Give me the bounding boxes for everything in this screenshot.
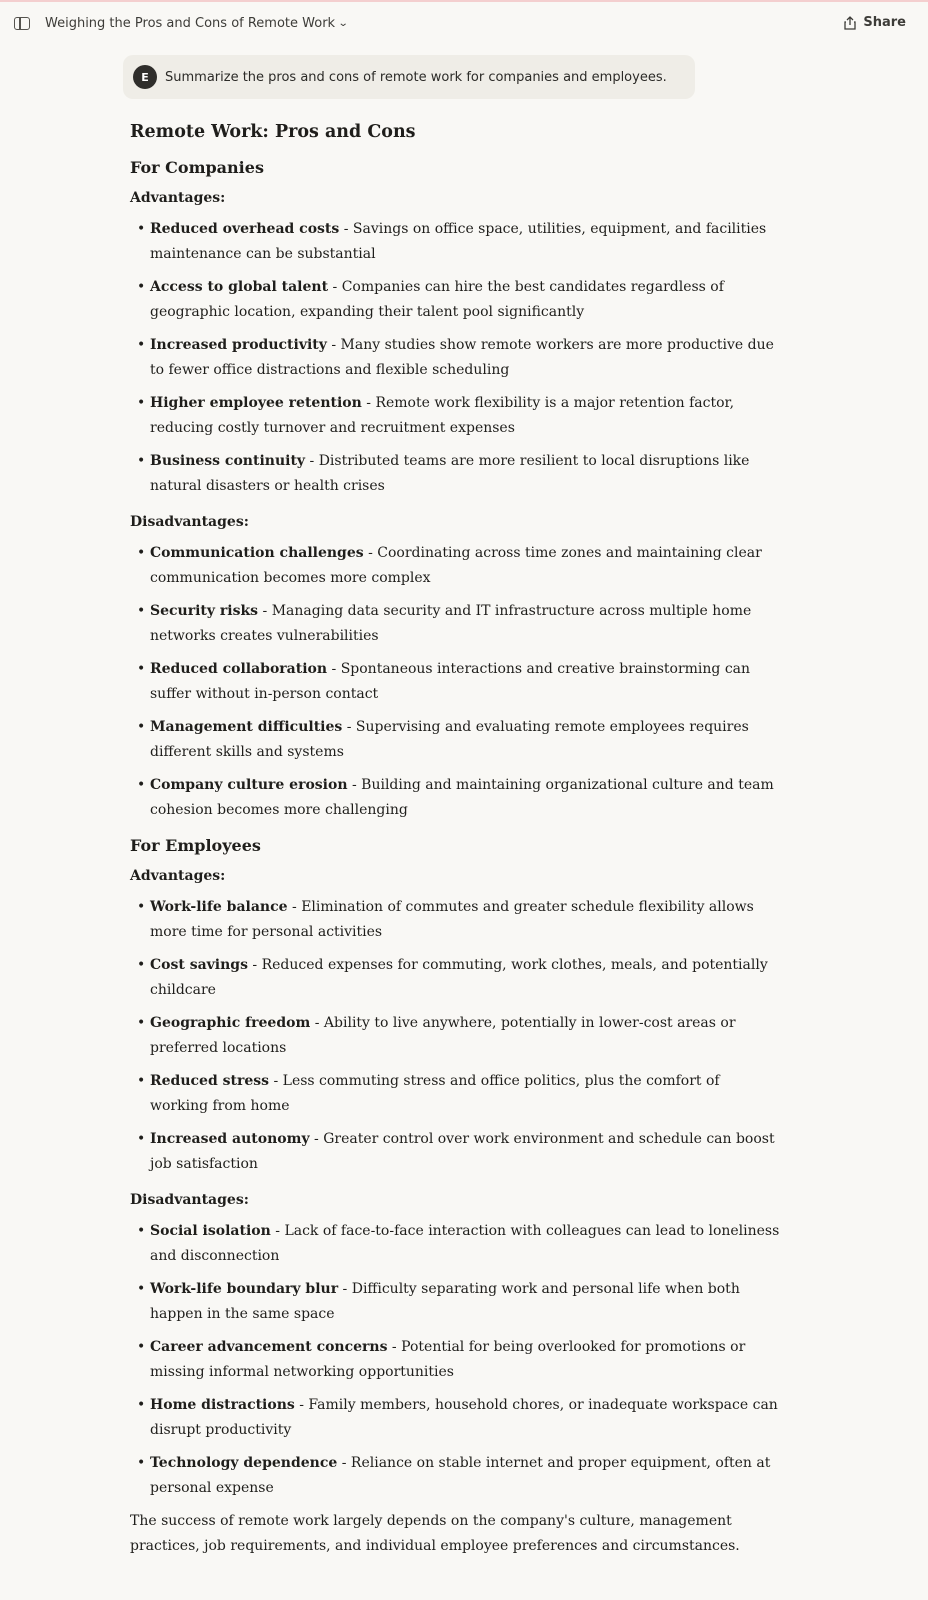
item-desc: Spontaneous interactions and creative brainstorming can suffer without in-person contact bbox=[150, 661, 751, 702]
item-term: Higher employee retention bbox=[150, 395, 362, 411]
list-item: • Career advancement concerns - Potential for being overlooked for promotions or missing informal networking opportunities bbox=[130, 1335, 780, 1385]
list-item: • Increased autonomy - Greater control over work environment and schedule can boost job satisfaction bbox=[130, 1127, 780, 1177]
item-term: Communication challenges bbox=[150, 545, 364, 561]
item-desc: Difficulty separating work and personal life when both happen in the same space bbox=[150, 1281, 740, 1322]
item-desc: Supervising and evaluating remote employees requires different skills and systems bbox=[150, 719, 749, 760]
item-term: Social isolation bbox=[150, 1223, 271, 1239]
item-desc: Many studies show remote workers are more productive due to fewer office distractions and flexible scheduling bbox=[150, 337, 774, 378]
user-message-text: Summarize the pros and cons of remote work for companies and employees. bbox=[165, 69, 667, 85]
subheading-company-advantages: Advantages: bbox=[130, 190, 226, 206]
item-term: Technology dependence bbox=[150, 1455, 338, 1471]
item-desc: Greater control over work environment and schedule can boost job satisfaction bbox=[150, 1131, 775, 1172]
item-desc: Family members, household chores, or inadequate workspace can disrupt productivity bbox=[150, 1397, 778, 1438]
item-desc: Companies can hire the best candidates regardless of geographic location, expanding their talent pool significantly bbox=[150, 279, 724, 320]
employee-advantages-list bbox=[130, 895, 780, 1177]
item-term: Company culture erosion bbox=[150, 777, 348, 793]
user-avatar: E bbox=[133, 65, 157, 89]
item-term: Security risks bbox=[150, 603, 259, 619]
item-term: Work-life boundary blur bbox=[150, 1281, 339, 1297]
item-term: Reduced overhead costs bbox=[150, 221, 340, 237]
list-item: • Higher employee retention - Remote work flexibility is a major retention factor, reducing costly turnover and recruitment expenses bbox=[130, 391, 780, 441]
share-button[interactable] bbox=[843, 15, 906, 30]
item-term: Reduced collaboration bbox=[150, 661, 328, 677]
item-term: Increased productivity bbox=[150, 337, 327, 353]
item-desc: Remote work flexibility is a major retention factor, reducing costly turnover and recruitment expenses bbox=[150, 395, 735, 436]
subheading-employee-advantages: Advantages: bbox=[130, 868, 226, 884]
share-label: Share bbox=[863, 15, 906, 30]
list-item: • Business continuity - Distributed teams are more resilient to local disruptions like natural disasters or health crises bbox=[130, 449, 780, 499]
list-item: • Company culture erosion - Building and maintaining organizational culture and team cohesion becomes more challenging bbox=[130, 773, 780, 823]
item-term: Work-life balance bbox=[150, 899, 288, 915]
chevron-down-icon: ⌄ bbox=[337, 18, 349, 29]
section-heading-employees: For Employees bbox=[130, 836, 261, 855]
share-icon bbox=[843, 16, 857, 30]
chat-title-button[interactable] bbox=[45, 16, 347, 31]
list-item: • Management difficulties - Supervising and evaluating remote employees requires different skills and systems bbox=[130, 715, 780, 765]
employee-disadvantages-list bbox=[130, 1219, 780, 1501]
item-desc: Ability to live anywhere, potentially in lower-cost areas or preferred locations bbox=[150, 1015, 736, 1056]
response-title: Remote Work: Pros and Cons bbox=[130, 122, 416, 142]
sidebar-toggle-icon[interactable] bbox=[14, 17, 30, 30]
chat-header bbox=[0, 2, 928, 46]
list-item: • Home distractions - Family members, household chores, or inadequate workspace can disrupt productivity bbox=[130, 1393, 780, 1443]
list-item: • Geographic freedom - Ability to live anywhere, potentially in lower-cost areas or preferred locations bbox=[130, 1011, 780, 1061]
item-term: Business continuity bbox=[150, 453, 306, 469]
item-term: Career advancement concerns bbox=[150, 1339, 388, 1355]
list-item: • Reduced collaboration - Spontaneous interactions and creative brainstorming can suffer without in-person contact bbox=[130, 657, 780, 707]
list-item: • Technology dependence - Reliance on stable internet and proper equipment, often at personal expense bbox=[130, 1451, 780, 1501]
item-desc: Less commuting stress and office politics, plus the comfort of working from home bbox=[150, 1073, 720, 1114]
item-term: Reduced stress bbox=[150, 1073, 269, 1089]
list-item: • Work-life balance - Elimination of commutes and greater schedule flexibility allows more time for personal activities bbox=[130, 895, 780, 945]
item-term: Geographic freedom bbox=[150, 1015, 311, 1031]
item-desc: Reduced expenses for commuting, work clothes, meals, and potentially childcare bbox=[150, 957, 768, 998]
conclusion-paragraph: The success of remote work largely depends on the company's culture, management practices, job requirements, and individual employee preferences and circumstances. bbox=[130, 1513, 740, 1554]
list-item: • Work-life boundary blur - Difficulty separating work and personal life when both happen in the same space bbox=[130, 1277, 780, 1327]
item-desc: Potential for being overlooked for promotions or missing informal networking opportunities bbox=[150, 1339, 746, 1380]
item-term: Management difficulties bbox=[150, 719, 343, 735]
list-item: • Communication challenges - Coordinating across time zones and maintaining clear communication becomes more complex bbox=[130, 541, 780, 591]
item-desc: Building and maintaining organizational culture and team cohesion becomes more challenging bbox=[150, 777, 774, 818]
chat-title: Weighing the Pros and Cons of Remote Work bbox=[45, 16, 336, 31]
item-desc: Coordinating across time zones and maintaining clear communication becomes more complex bbox=[150, 545, 762, 586]
user-message bbox=[123, 55, 695, 99]
list-item: • Security risks - Managing data security and IT infrastructure across multiple home networks creates vulnerabilities bbox=[130, 599, 780, 649]
item-desc: Elimination of commutes and greater schedule flexibility allows more time for personal activities bbox=[150, 899, 754, 940]
list-item: • Reduced stress - Less commuting stress and office politics, plus the comfort of working from home bbox=[130, 1069, 780, 1119]
list-item: • Increased productivity - Many studies show remote workers are more productive due to fewer office distractions and flexible scheduling bbox=[130, 333, 780, 383]
item-term: Home distractions bbox=[150, 1397, 295, 1413]
item-term: Cost savings bbox=[150, 957, 248, 973]
company-advantages-list bbox=[130, 217, 780, 499]
list-item: • Social isolation - Lack of face-to-face interaction with colleagues can lead to loneliness and disconnection bbox=[130, 1219, 780, 1269]
item-desc: Distributed teams are more resilient to local disruptions like natural disasters or health crises bbox=[150, 453, 750, 494]
subheading-employee-disadvantages: Disadvantages: bbox=[130, 1192, 249, 1208]
subheading-company-disadvantages: Disadvantages: bbox=[130, 514, 249, 530]
item-term: Access to global talent bbox=[150, 279, 329, 295]
assistant-response bbox=[130, 118, 780, 1559]
list-item: • Access to global talent - Companies can hire the best candidates regardless of geographic location, expanding their talent pool significantly bbox=[130, 275, 780, 325]
company-disadvantages-list bbox=[130, 541, 780, 823]
item-desc: Managing data security and IT infrastructure across multiple home networks creates vulnerabilities bbox=[150, 603, 752, 644]
item-term: Increased autonomy bbox=[150, 1131, 310, 1147]
list-item: • Cost savings - Reduced expenses for commuting, work clothes, meals, and potentially childcare bbox=[130, 953, 780, 1003]
item-desc: Lack of face-to-face interaction with colleagues can lead to loneliness and disconnection bbox=[150, 1223, 780, 1264]
item-desc: Savings on office space, utilities, equipment, and facilities maintenance can be substantial bbox=[150, 221, 767, 262]
section-heading-companies: For Companies bbox=[130, 158, 264, 177]
list-item: • Reduced overhead costs - Savings on office space, utilities, equipment, and facilities maintenance can be substantial bbox=[130, 217, 780, 267]
item-desc: Reliance on stable internet and proper equipment, often at personal expense bbox=[150, 1455, 771, 1496]
